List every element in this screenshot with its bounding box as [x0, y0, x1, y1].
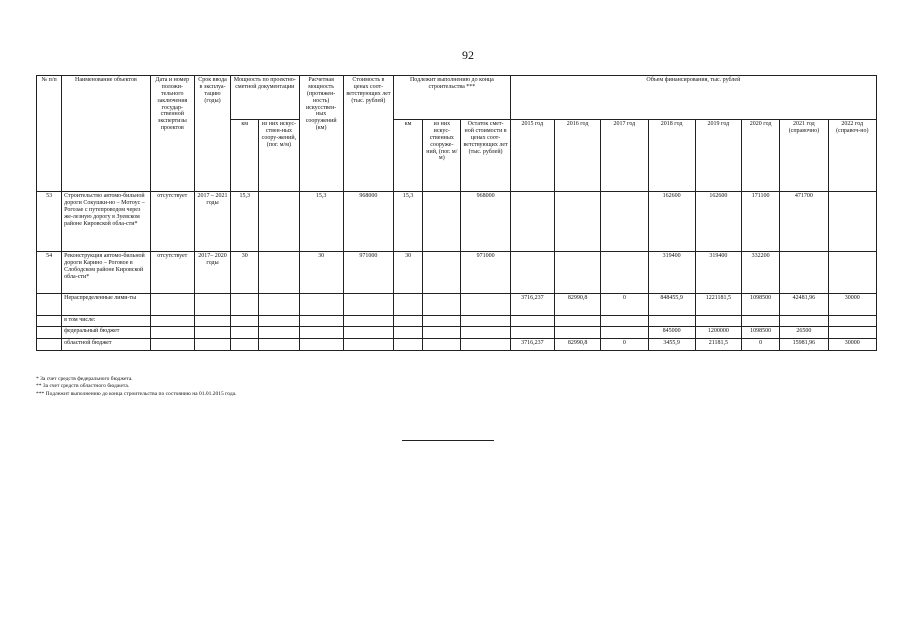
footnotes [36, 376, 236, 398]
col-cost-header: Стоимость в ценах соот-ветствующих лет (тыс. рублей) [343, 76, 393, 192]
col-calc-header: Расчетная мощность (протяжен-ность) искусствен-ных сооружений (км) [299, 76, 343, 192]
table-row: 53 Строительство автомо-бильной дороги Сокушки-но – Мотоус – Рогозае с путепроводом через же-лезную дорогу в Зуевском районе Кировской обла-сти* отсутствует 2017 – 2021 годы 15,3 15,3 968000 15,3 968000 162600 162600 171100 471700 [37, 192, 877, 252]
col-2018-header: 2018 год [648, 120, 695, 192]
summary-row: областной бюджет 3716,237 82990,8 0 3455,9 21181,5 0 15981,96 30000 [37, 339, 877, 351]
footnote: *** Подлежит выполнению до конца строительства по состоянию на 01.01.2015 года. [36, 390, 237, 397]
col-artificial-header: из них искус-ствен-ных соору-жений, (пог. м/м) [259, 120, 299, 192]
col-2020-header: 2020 год [742, 120, 780, 192]
col-term-header: Срок ввода в эксплуа-тацию (годы) [194, 76, 230, 192]
divider-line [402, 440, 494, 441]
header-row-1 [37, 76, 877, 120]
investment-table [36, 75, 877, 351]
summary-row: федеральный бюджет 845000 1200000 1098500 26500 [37, 327, 877, 339]
col-remaining-header: Подлежит выполнению до конца строительства *** [394, 76, 511, 120]
summary-row: в том числе: [37, 316, 877, 327]
col-name-header: Наименование объектов [62, 76, 151, 192]
col-2019-header: 2019 год [695, 120, 741, 192]
col-km-header: км [231, 120, 259, 192]
col-capacity-header: Мощность по проектно-сметной документации [231, 76, 299, 120]
col-km2-header: км [394, 120, 423, 192]
page-number: 92 [462, 48, 474, 62]
col-2017-header: 2017 год [601, 120, 648, 192]
col-expertise-header: Дата и номер положи-тельного заключения государ-ственной экспертизы проектов [150, 76, 194, 192]
col-financing-header: Объем финансирования, тыс. рублей [510, 76, 876, 120]
footnote: ** За счет средств областного бюджета. [36, 383, 130, 390]
col-2021-header: 2021 год (справочно) [780, 120, 828, 192]
table-row: 54 Реконструкция автомо-бильной дороги Карино – Роговое в Слободском районе Кировской обла-сти* отсутствует 2017– 2020 годы 30 30 971000 30 971000 319400 319400 332200 [37, 252, 877, 294]
col-no-header: № п/п [37, 76, 62, 192]
col-2022-header: 2022 год (справоч-но) [828, 120, 876, 192]
footnote: * За счет средств федерального бюджета. [36, 376, 133, 382]
col-balance-header: Остаток смет-ной стоимости в ценах соот-ветствующих лет (тыс. рублей) [461, 120, 510, 192]
col-artificial2-header: из них искус-ственных сооруже-ний, (пог. м/м) [423, 120, 461, 192]
col-2015-header: 2015 год [510, 120, 554, 192]
summary-row: Нераспределенные лими-ты 3716,237 82990,8 0 848455,9 1221181,5 1098500 42481,96 30000 [37, 294, 877, 316]
col-2016-header: 2016 год [554, 120, 600, 192]
